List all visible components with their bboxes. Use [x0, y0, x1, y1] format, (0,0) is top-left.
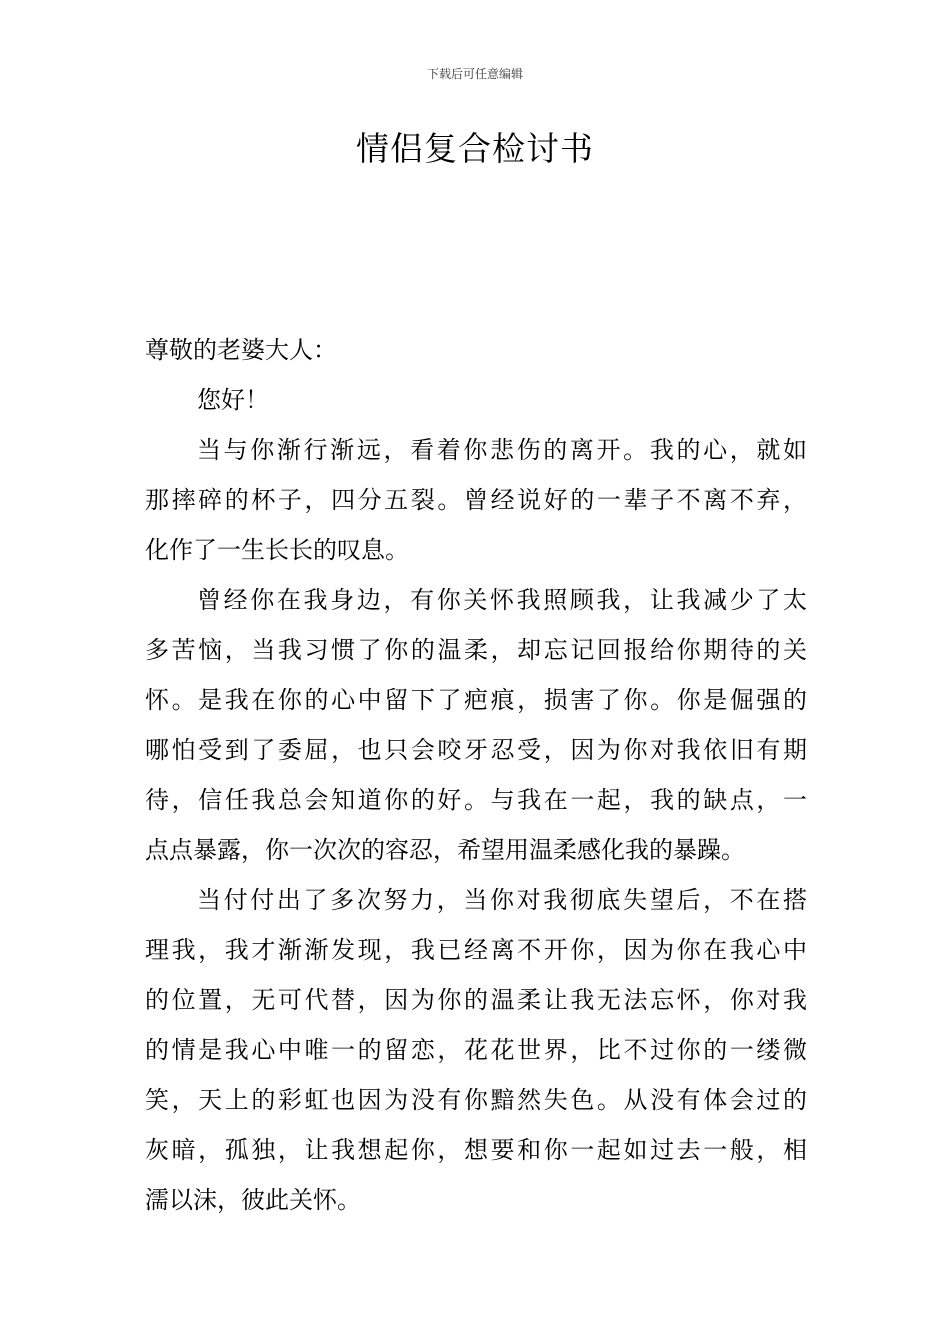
paragraph-line: 理我，我才渐渐发现，我已经离不开你，因为你在我心中 [145, 936, 807, 964]
greeting: 您好！ [197, 386, 269, 414]
paragraph-line: 怀。是我在你的心中留下了疤痕，损害了你。你是倔强的 [145, 686, 807, 714]
paragraph-line: 笑，天上的彩虹也因为没有你黯然失色。从没有体会过的 [145, 1086, 807, 1114]
paragraph-line: 当与你渐行渐远，看着你悲伤的离开。我的心，就如 [197, 436, 807, 464]
paragraph-line: 濡以沫，彼此关怀。 [145, 1186, 361, 1214]
paragraph-line: 多苦恼，当我习惯了你的温柔，却忘记回报给你期待的关 [145, 636, 807, 664]
document-body [145, 325, 807, 1225]
paragraph-line: 那摔碎的杯子，四分五裂。曾经说好的一辈子不离不弃， [145, 486, 807, 514]
paragraph-line: 曾经你在我身边，有你关怀我照顾我，让我减少了太 [197, 586, 807, 614]
paragraph-line: 的情是我心中唯一的留恋，花花世界，比不过你的一缕微 [145, 1036, 807, 1064]
paragraph-line: 当付付出了多次努力，当你对我彻底失望后，不在搭 [197, 886, 807, 914]
paragraph-line: 哪怕受到了委屈，也只会咬牙忍受，因为你对我依旧有期 [145, 736, 807, 764]
paragraph [145, 575, 807, 875]
paragraph-line: 点点暴露，你一次次的容忍，希望用温柔感化我的暴躁。 [145, 836, 745, 864]
document-title: 情侣复合检讨书 [356, 129, 594, 168]
paragraph-line: 的位置，无可代替，因为你的温柔让我无法忘怀，你对我 [145, 986, 807, 1014]
paragraph [145, 425, 807, 575]
salutation: 尊敬的老婆大人： [145, 336, 337, 364]
paragraph-line: 灰暗，孤独，让我想起你，想要和你一起如过去一般，相 [145, 1136, 807, 1164]
header-note: 下载后可任意编辑 [426, 67, 523, 81]
paragraph-line: 待，信任我总会知道你的好。与我在一起，我的缺点，一 [145, 786, 807, 814]
paragraph [145, 875, 807, 1225]
paragraph-line: 化作了一生长长的叹息。 [145, 536, 409, 564]
